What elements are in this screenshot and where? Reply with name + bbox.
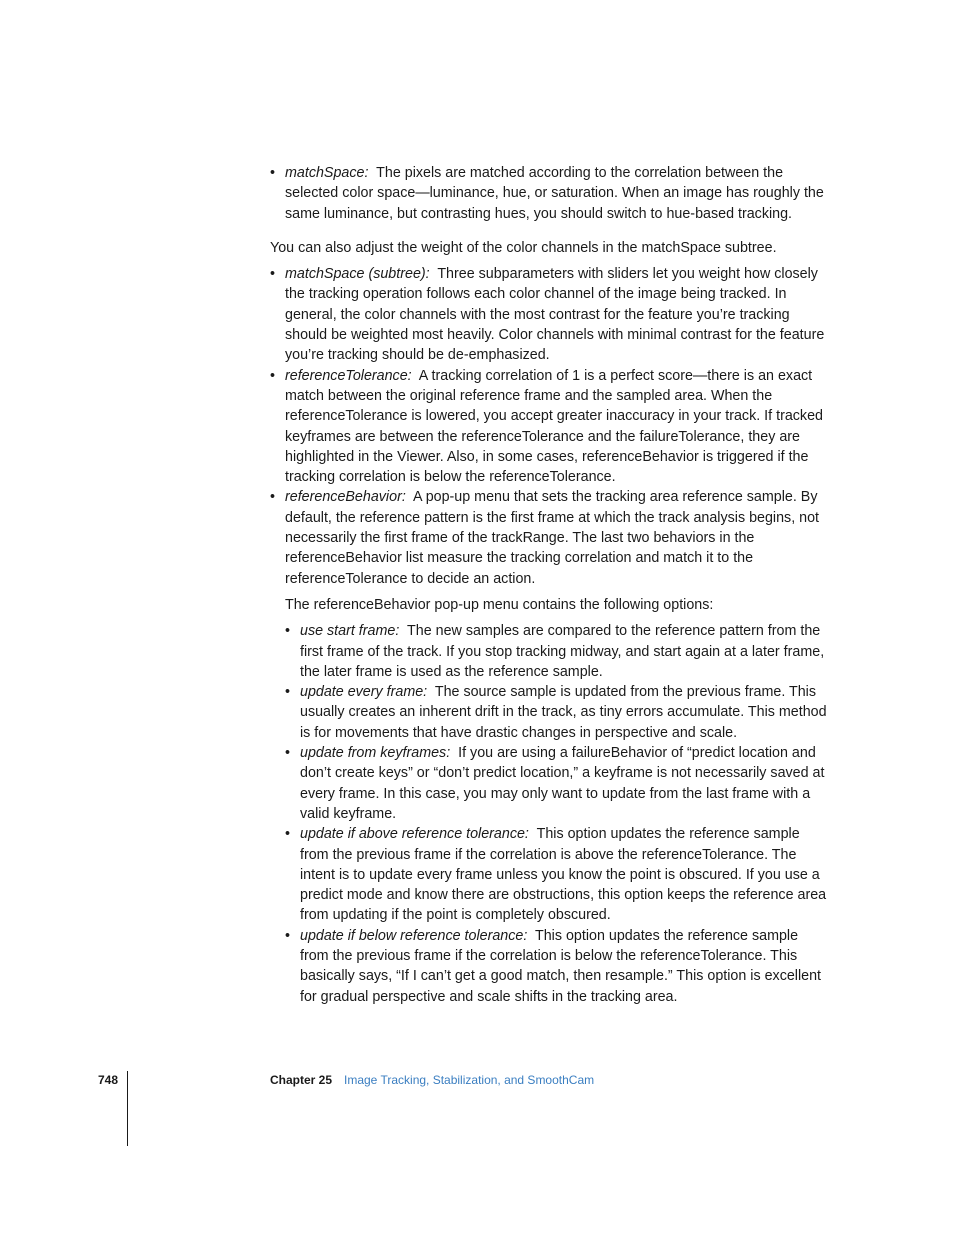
item-text: The pixels are matched according to the correlation between the selected color space—luminance, hue, or saturation. When an image has roughly the same luminance, but contrasting hues, you should switch to hue-based tracking. [285,165,824,222]
item-term: update from keyframes: [300,745,451,762]
sub-list-item [285,682,830,743]
item-term: matchSpace (subtree): [285,266,430,283]
item-text: This option updates the reference sample from the previous frame if the correlation is above the referenceTolerance. The intent is to update every frame unless you know the point is obscured. If you use a predict mode and know there are obstructions, this option keeps the reference area from updating if the point is completely obscured. [300,826,827,924]
item-term: update every frame: [300,684,428,701]
list-item [270,487,830,588]
sub-list-item [285,926,830,1007]
sub-list-item [285,743,830,824]
list-item [270,163,830,224]
body-paragraph: The referenceBehavior pop-up menu contains the following options: [285,596,714,613]
sub-list-item [285,824,830,925]
page-body [270,163,830,1007]
item-text: The new samples are compared to the reference pattern from the first frame of the track. If you stop tracking midway, and start again at a later frame, the later frame is used as the reference sample. [300,623,825,680]
chapter-label: Chapter 25 [270,1073,333,1087]
chapter-title-link[interactable]: Image Tracking, Stabilization, and SmoothCam [344,1073,595,1087]
item-term: update if below reference tolerance: [300,927,528,944]
page-number: 748 [98,1073,119,1087]
item-text: A pop-up menu that sets the tracking area reference sample. By default, the reference pattern is the first frame at which the track analysis begins, not necessarily the first frame of the trackRange. The last two behaviors in the referenceBehavior list measure the tracking correlation and match it to the referenceTolerance to decide an action. [285,489,820,587]
item-term: referenceTolerance: [285,367,412,384]
item-text: This option updates the reference sample from the previous frame if the correlation is below the referenceTolerance. This basically says, “If I can’t get a good match, then resample.” This option is excellent for gradual perspective and scale shifts in the tracking area. [300,927,822,1005]
item-text: The source sample is updated from the previous frame. This usually creates an inherent drift in the track, as tiny errors accumulate. This method is for movements that have drastic changes in perspective and scale. [300,684,827,741]
item-text: A tracking correlation of 1 is a perfect score—there is an exact match between the original reference frame and the sampled area. When the referenceTolerance is lowered, you accept greater inaccuracy in your track. If tracked keyframes are between the referenceTolerance and the failureTolerance, they are highlighted in the Viewer. Also, in some cases, referenceBehavior is triggered if the tracking correlation is below the referenceTolerance. [285,367,823,486]
item-text: If you are using a failureBehavior of “predict location and don’t create keys” or “don’t predict location,” a keyframe is not necessarily saved at every frame. In this case, you may only want to update from the last frame with a valid keyframe. [300,745,825,822]
footer-divider [127,1071,128,1146]
item-term: matchSpace: [285,165,369,181]
body-paragraph: You can also adjust the weight of the color channels in the matchSpace subtree. [270,239,777,256]
list-item [270,264,830,365]
item-term: use start frame: [300,623,400,640]
item-term: update if above reference tolerance: [300,826,529,843]
item-term: referenceBehavior: [285,489,406,506]
item-text: Three subparameters with sliders let you weight how closely the tracking operation follows each color channel of the image being tracked. In general, the color channels with the most contrast for the feature you’re tracking should be weighted most heavily. Color channels with minimal contrast for the feature you’re tracking should be de-emphasized. [285,266,825,364]
sub-list-item [285,621,830,682]
list-item [270,366,830,488]
